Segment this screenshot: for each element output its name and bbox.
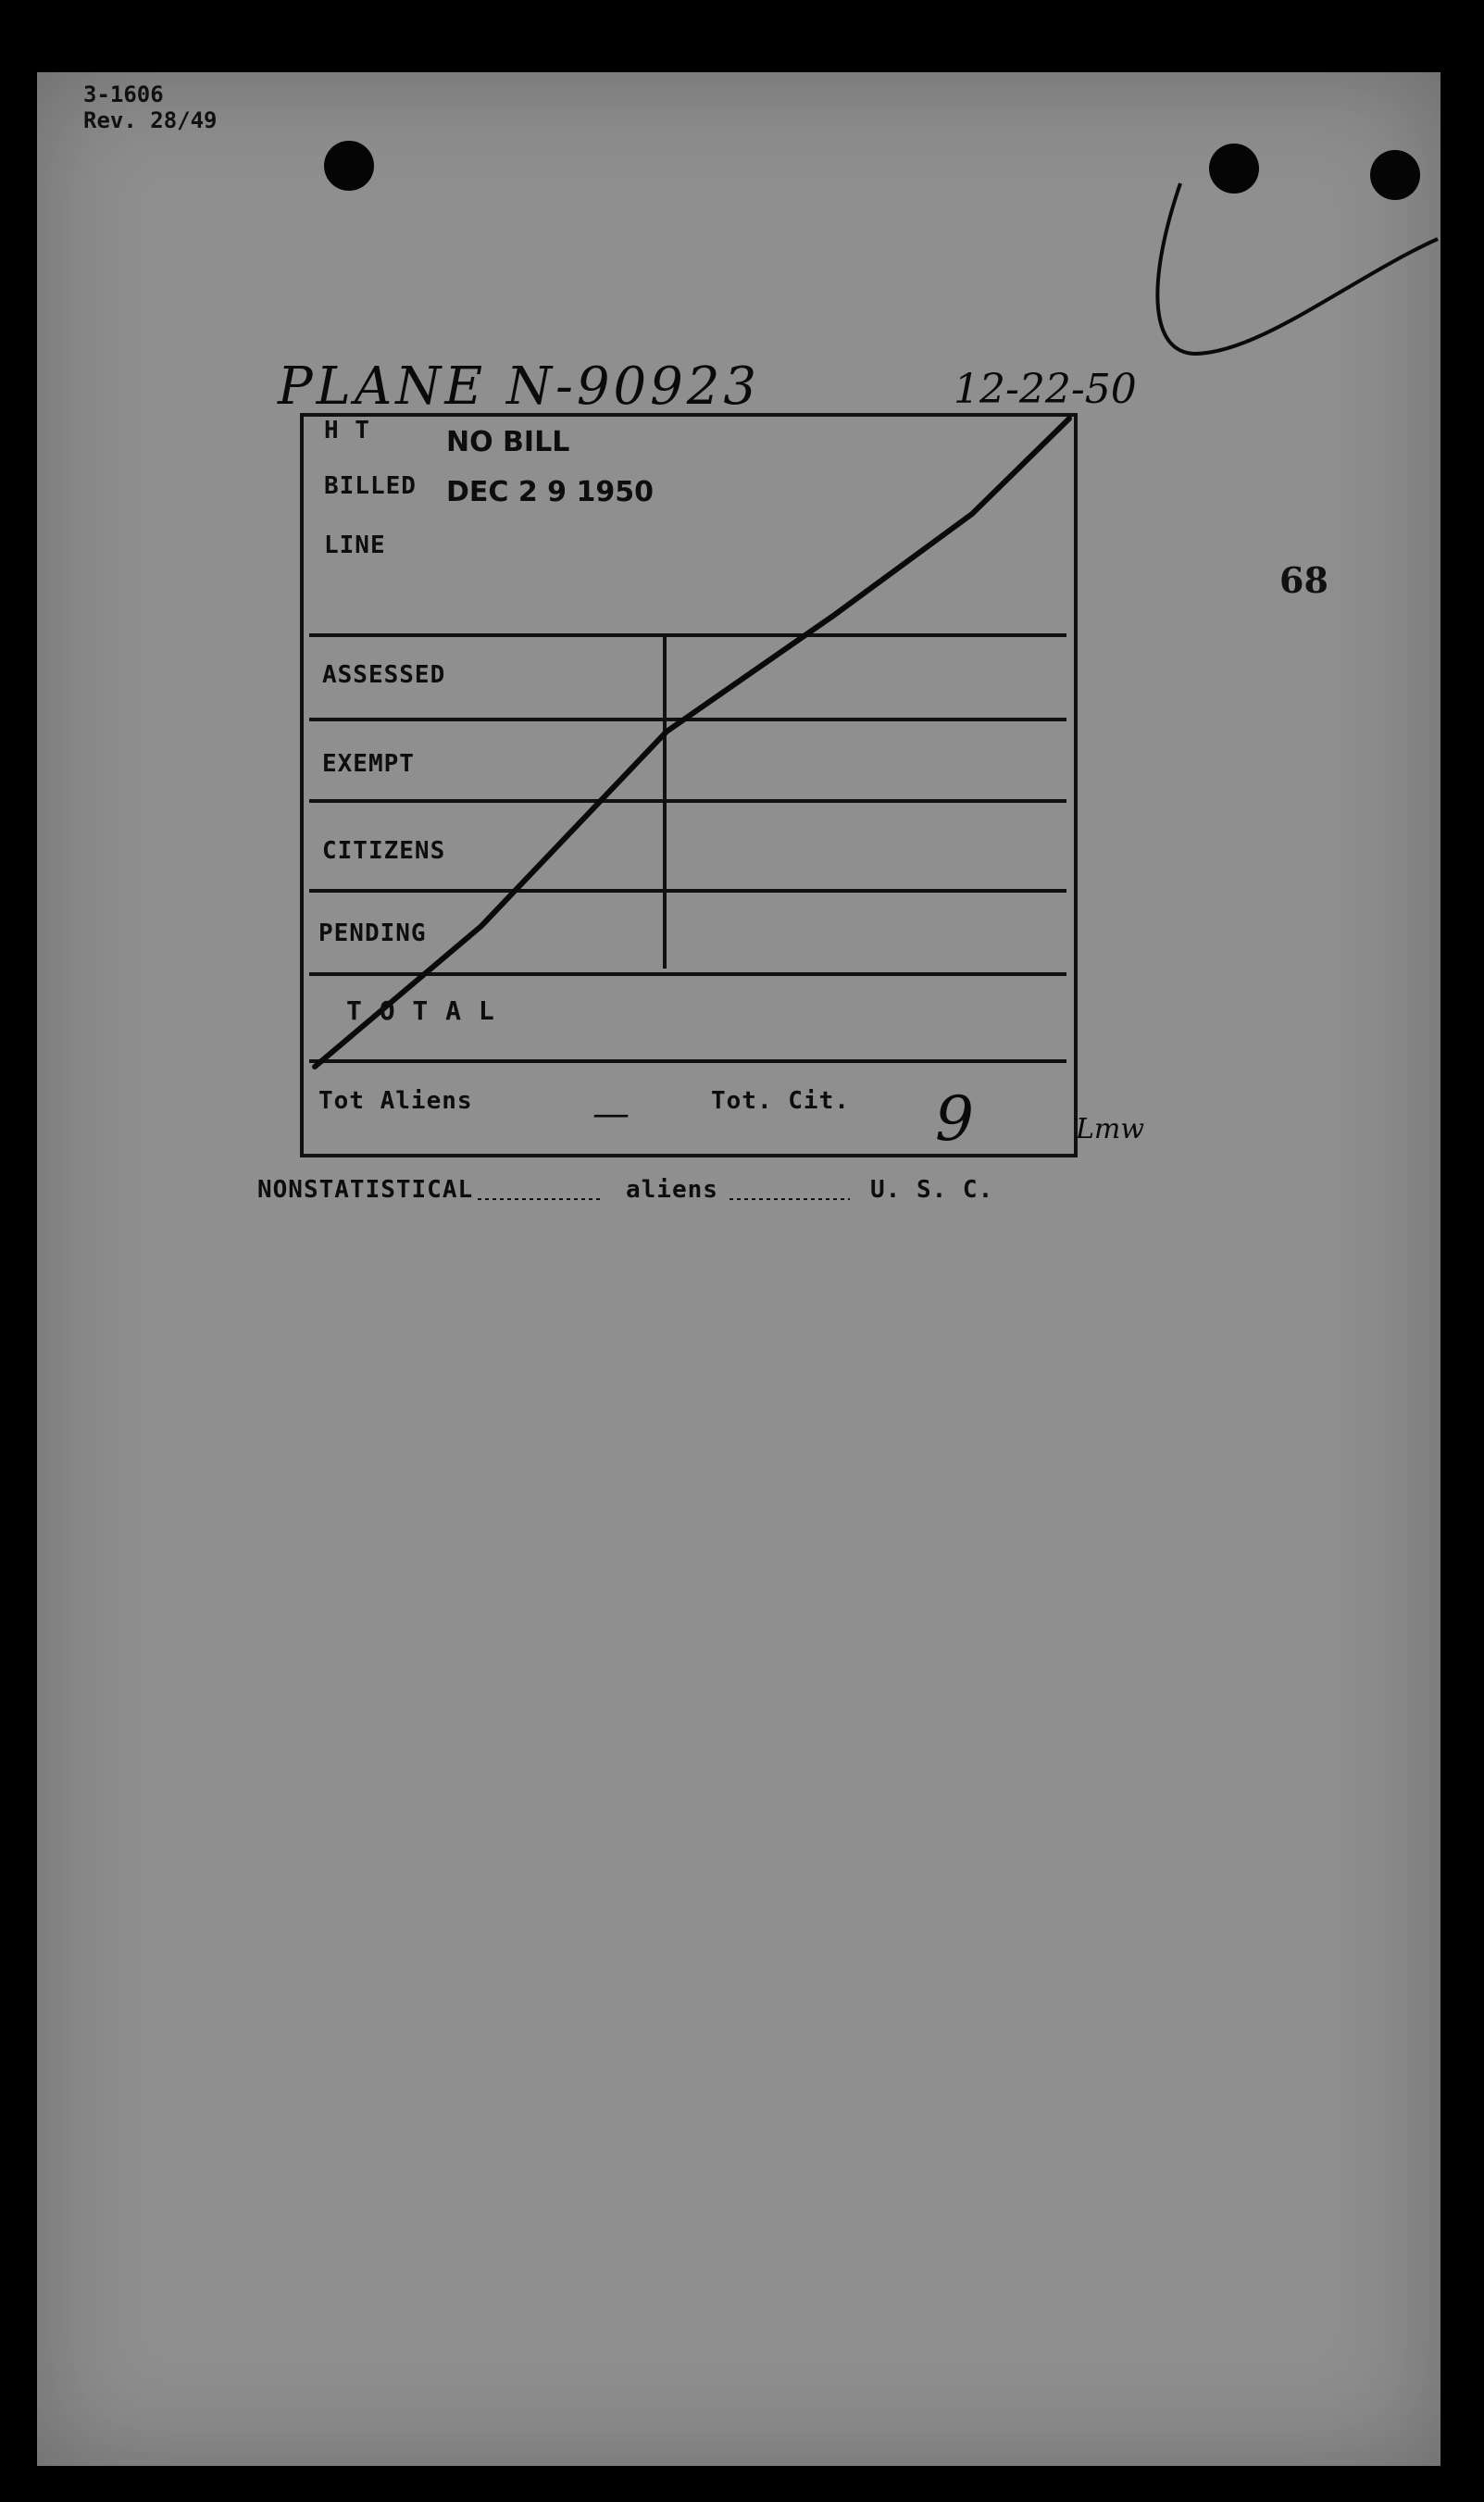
form-number: 3-1606 [83, 81, 164, 107]
billed-date-stamp: DEC 2 9 1950 [446, 476, 654, 508]
nonstatistical-label: NONSTATISTICAL [257, 1176, 474, 1204]
tot-cit-value: 9 [935, 1083, 974, 1155]
no-bill-stamp: NO BILL [446, 426, 570, 458]
row-label-pending: PENDING [318, 919, 427, 947]
tot-aliens-label: Tot Aliens [318, 1087, 473, 1115]
row-label-exempt: EXEMPT [322, 750, 415, 778]
tot-aliens-value: — [592, 1093, 630, 1135]
aliens-label: aliens [626, 1176, 718, 1204]
ht-label: H T [324, 417, 370, 444]
total-label: T O T A L [346, 995, 495, 1026]
page-number: 68 [1279, 559, 1328, 601]
usc-label: U. S. C. [870, 1176, 994, 1204]
row-label-citizens: CITIZENS [322, 837, 446, 865]
handwritten-heading: PLANE N-90923 [278, 357, 761, 417]
handwritten-curve [1157, 183, 1438, 354]
tot-cit-label: Tot. Cit. [711, 1087, 850, 1115]
handwritten-date: 12-22-50 [954, 366, 1137, 413]
handwritten-initials: Lmw [1076, 1113, 1145, 1145]
row-label-assessed: ASSESSED [322, 661, 446, 689]
form-revision: Rev. 28/49 [83, 107, 218, 133]
cross-out-line [315, 419, 1069, 1067]
line-label: LINE [324, 532, 386, 559]
billed-label: BILLED [324, 472, 417, 500]
